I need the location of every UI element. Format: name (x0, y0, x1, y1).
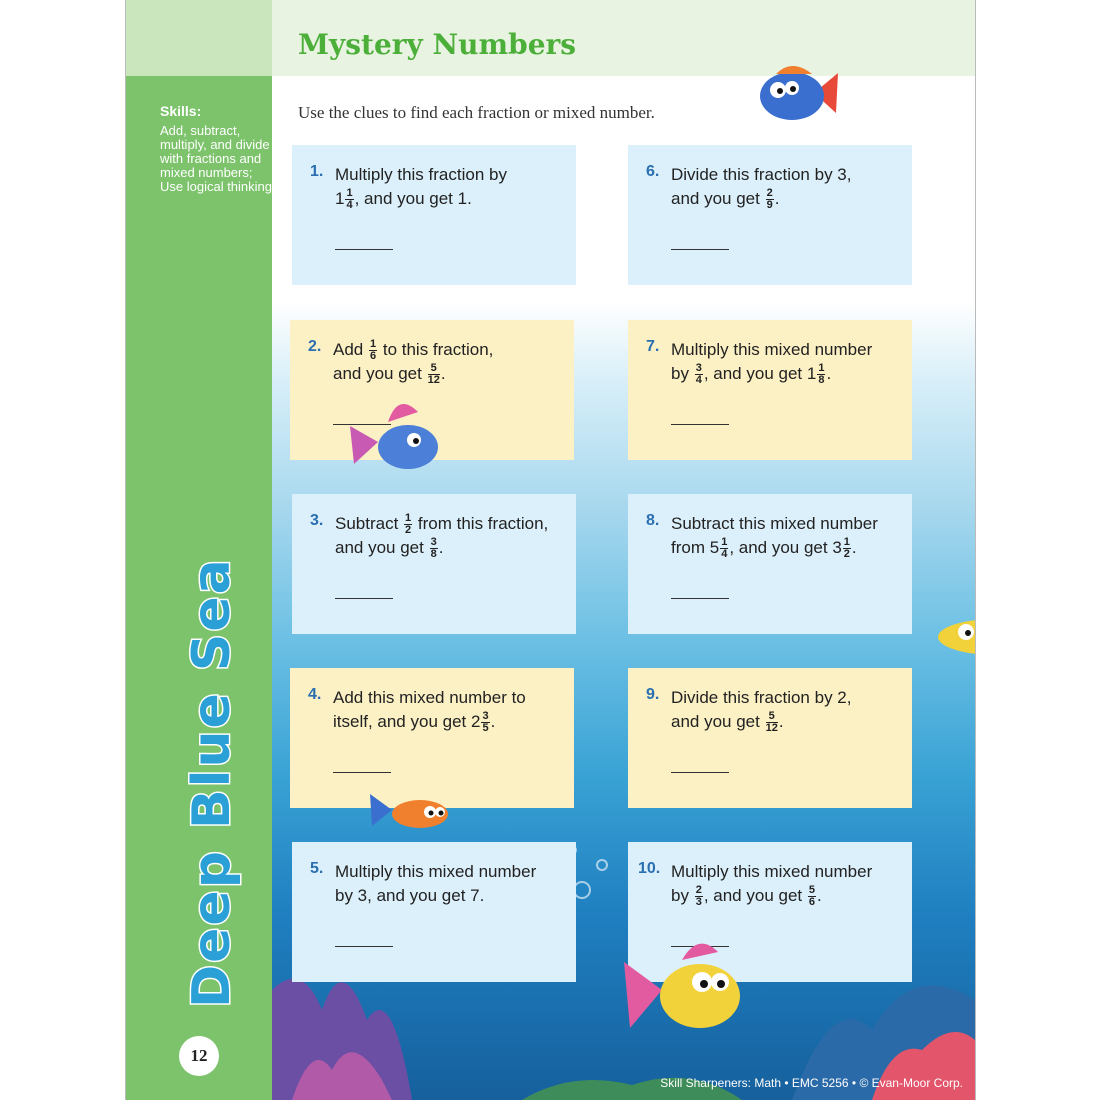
problem-card-8 (628, 494, 912, 634)
clue-text: Divide this fraction by 3, (671, 165, 852, 184)
answer-blank[interactable] (335, 946, 393, 947)
problem-card-7 (628, 320, 912, 460)
clue-text: Divide this fraction by 2, (671, 688, 852, 707)
clue-text: Multiply this mixed number (671, 340, 873, 359)
fraction: $\frac{3}{4}$ (695, 362, 702, 387)
clue-text: Add (333, 340, 364, 359)
fraction: $\frac{1}{6}$ (369, 338, 377, 363)
clue-text: Multiply this mixed number (335, 862, 537, 881)
problem-number: 10. (638, 860, 661, 877)
clue-text: , and you get (703, 886, 803, 905)
answer-blank[interactable] (335, 598, 393, 599)
problem-text: Add $\frac{1}{6}$ to this fraction, and you get $\frac{5}{12}$ . (333, 338, 494, 387)
fish-icon (348, 392, 444, 482)
clue-text: and you get (671, 712, 760, 731)
skills-box (160, 104, 272, 194)
fraction: $\frac{1}{2}$ (843, 536, 850, 561)
fish-icon (936, 612, 976, 662)
fraction: $\frac{1}{4}$ (721, 536, 728, 561)
problem-text: Multiply this mixed number by $\frac{2}{3}$ , and you get $\frac{5}{6}$ . (671, 862, 873, 909)
clue-text: by (671, 364, 689, 383)
problem-text: Subtract this mixed number from 5 $\frac{1}{4}$ , and you get 3 $\frac{1}{2}$ . (671, 514, 878, 561)
problem-number: 8. (646, 512, 660, 529)
problem-text (335, 163, 565, 211)
problem-text: Add this mixed number to itself, and you get 2 $\frac{3}{5}$ . (333, 688, 526, 735)
page-number: 12 (179, 1036, 219, 1076)
problem-number: 3. (310, 512, 324, 529)
problem-text: Divide this fraction by 2, and you get $\frac{5}{12}$ . (671, 688, 852, 735)
fraction: $\frac{2}{9}$ (766, 187, 773, 212)
problem-number: 6. (646, 163, 660, 180)
problem-number: 7. (646, 338, 660, 355)
fraction: $\frac{1}{2}$ (405, 512, 412, 537)
fraction: $\frac{1}{8}$ (818, 362, 825, 387)
clue-text: Multiply this fraction by (335, 165, 507, 184)
clue-text: , and you get 3 (729, 538, 842, 557)
problem-text (335, 860, 565, 908)
fish-icon (622, 932, 746, 1036)
sidebar (126, 0, 272, 1100)
problem-number: 1. (310, 163, 324, 180)
clue-text: from this fraction, (417, 514, 549, 533)
unit-title: Deep Blue Sea (182, 557, 242, 1008)
clue-text: from 5 (671, 538, 720, 557)
answer-blank[interactable] (671, 772, 729, 773)
clue-text: and you get (333, 364, 422, 384)
title-bar (272, 0, 975, 76)
clue-text: Add this mixed number to (333, 688, 526, 707)
problem-text: Subtract $\frac{1}{2}$ from this fraction, and you get $\frac{3}{8}$ . (335, 512, 549, 561)
fraction: $\frac{5}{6}$ (808, 884, 815, 909)
problem-card-3 (292, 494, 576, 634)
fraction: $\frac{3}{5}$ (482, 710, 489, 735)
instructions: Use the clues to find each fraction or mixed number. (298, 103, 655, 122)
page-title: Mystery Numbers (298, 28, 577, 61)
problem-number: 2. (308, 338, 322, 355)
clue-text: Subtract (335, 514, 399, 533)
problem-card-9 (628, 668, 912, 808)
clue-text: , and you get 1 (703, 364, 817, 383)
sidebar-header-band (126, 0, 272, 76)
fish-icon (756, 58, 840, 128)
skills-heading: Skills: (160, 103, 202, 119)
answer-blank[interactable] (671, 424, 729, 425)
main-area (272, 0, 975, 1100)
fraction: $\frac{5}{12}$ (427, 362, 440, 387)
problem-number: 4. (308, 686, 322, 703)
answer-blank[interactable] (671, 598, 729, 599)
answer-blank[interactable] (333, 772, 391, 773)
problem-text: Multiply this mixed number by $\frac{3}{4}$ , and you get 1 $\frac{1}{8}$ . (671, 340, 873, 387)
problem-number: 9. (646, 686, 660, 703)
problem-card-6 (628, 145, 912, 285)
clue-text: and you get (335, 538, 424, 558)
fraction: $\frac{5}{12}$ (765, 710, 778, 735)
problem-number: 5. (310, 860, 324, 877)
footer-credit: Skill Sharpeners: Math • EMC 5256 • © Evan-Moor Corp. (660, 1076, 963, 1090)
fraction: $\frac{3}{8}$ (430, 536, 437, 561)
clue-text: Multiply this mixed number (671, 862, 873, 881)
fraction: $\frac{1}{4}$ (346, 187, 353, 212)
clue-text: to this fraction, (382, 340, 494, 359)
fish-icon (368, 786, 452, 834)
problem-text: Divide this fraction by 3, and you get $\frac{2}{9}$ . (671, 165, 852, 212)
clue-text: and you get (671, 189, 760, 208)
answer-blank[interactable] (335, 249, 393, 250)
clue-text: , and you get 1. (354, 189, 472, 208)
clue-text: by 3, and you get 7. (335, 886, 485, 905)
skills-text: Add, subtract, multiply, and divide with fractions and mixed numbers; Use logical thinking (160, 123, 273, 194)
problem-card-1 (292, 145, 576, 285)
clue-text: 1 (335, 189, 345, 208)
problem-card-5 (292, 842, 576, 982)
clue-text: by (671, 886, 689, 905)
answer-blank[interactable] (671, 249, 729, 250)
fraction: $\frac{2}{3}$ (695, 884, 702, 909)
clue-text: Subtract this mixed number (671, 514, 878, 533)
worksheet-page (125, 0, 976, 1100)
clue-text: itself, and you get 2 (333, 712, 481, 731)
